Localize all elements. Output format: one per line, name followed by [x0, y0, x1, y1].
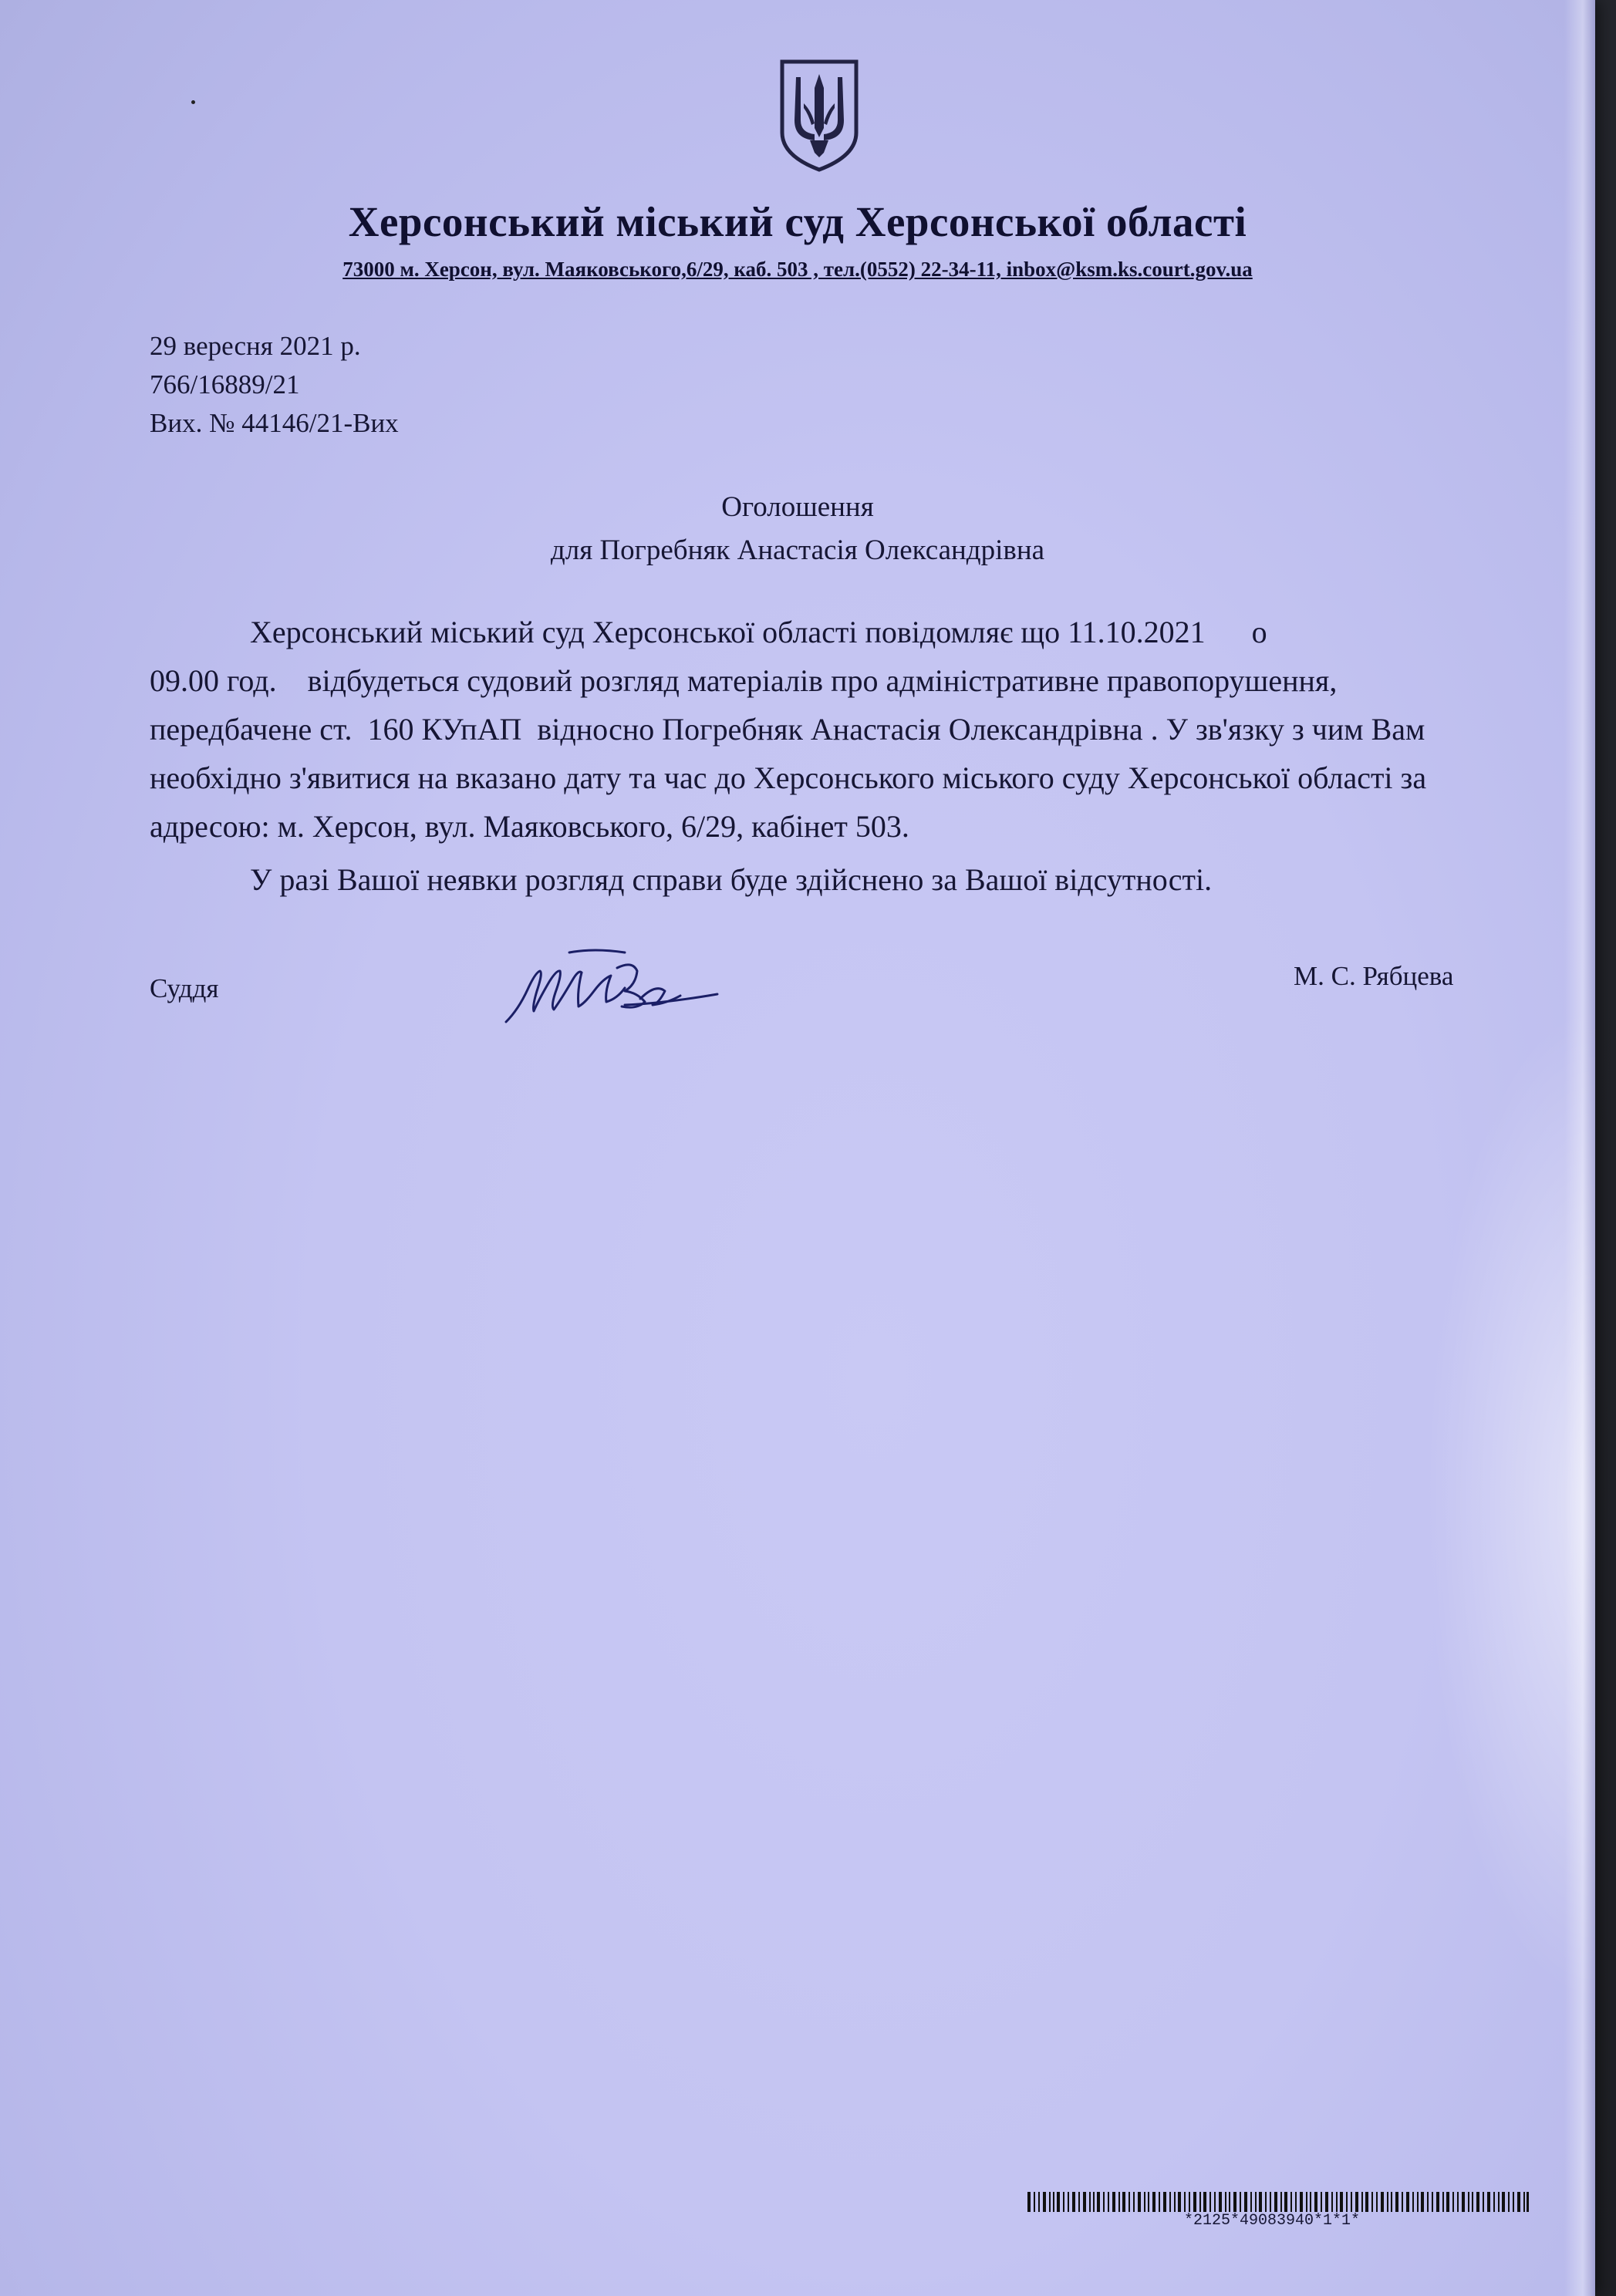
- court-name: Херсонський міський суд Херсонської області: [348, 198, 1247, 245]
- notice-paragraph-1-continued: 09.00 год. відбудеться судовий розгляд матеріалів про адміністративне правопорушення, передбачене ст. 160 КУпАП відносно Погребняк Анастасія Олександрівна . У зв'язку з чим Вам необхідно з'явитися на вказано дату та час до Херсонського міського суду Херсонської області за адресою: м. Херсон, вул. Маяковського, 6/29, кабінет 503.: [150, 663, 1435, 844]
- case-number: 766/16889/21: [150, 369, 300, 400]
- notice-recipient: для Погребняк Анастасія Олександрівна: [550, 534, 1045, 566]
- trident-coat-of-arms-icon: [778, 57, 861, 173]
- notice-title: Оголошення: [721, 491, 874, 523]
- page-edge: [1564, 0, 1595, 2296]
- handwritten-signature: [501, 945, 725, 1037]
- ink-dot: [191, 100, 195, 104]
- barcode-number: *2125*49083940*1*1*: [1184, 2212, 1361, 2230]
- notice-heading: [0, 486, 1595, 572]
- notice-body: [150, 608, 1492, 904]
- document-date: 29 вересня 2021 р.: [150, 331, 361, 361]
- signer-name: М. С. Рябцева: [1294, 961, 1454, 991]
- barcode-icon: [1027, 2192, 1529, 2212]
- notice-paragraph-1-first-line: Херсонський міський суд Херсонської області повідомляє що 11.10.2021 о: [250, 615, 1267, 649]
- document-meta: [150, 327, 399, 443]
- court-address: 73000 м. Херсон, вул. Маяковського,6/29, каб. 503 , тел.(0552) 22-34-11, inbox@ksm.ks.court.gov.ua: [342, 258, 1253, 281]
- outgoing-number: Вих. № 44146/21-Вих: [150, 408, 399, 438]
- notice-paragraph-2: У разі Вашої неявки розгляд справи буде здійснено за Вашої відсутності.: [250, 862, 1213, 897]
- signer-role: Суддя: [150, 973, 219, 1003]
